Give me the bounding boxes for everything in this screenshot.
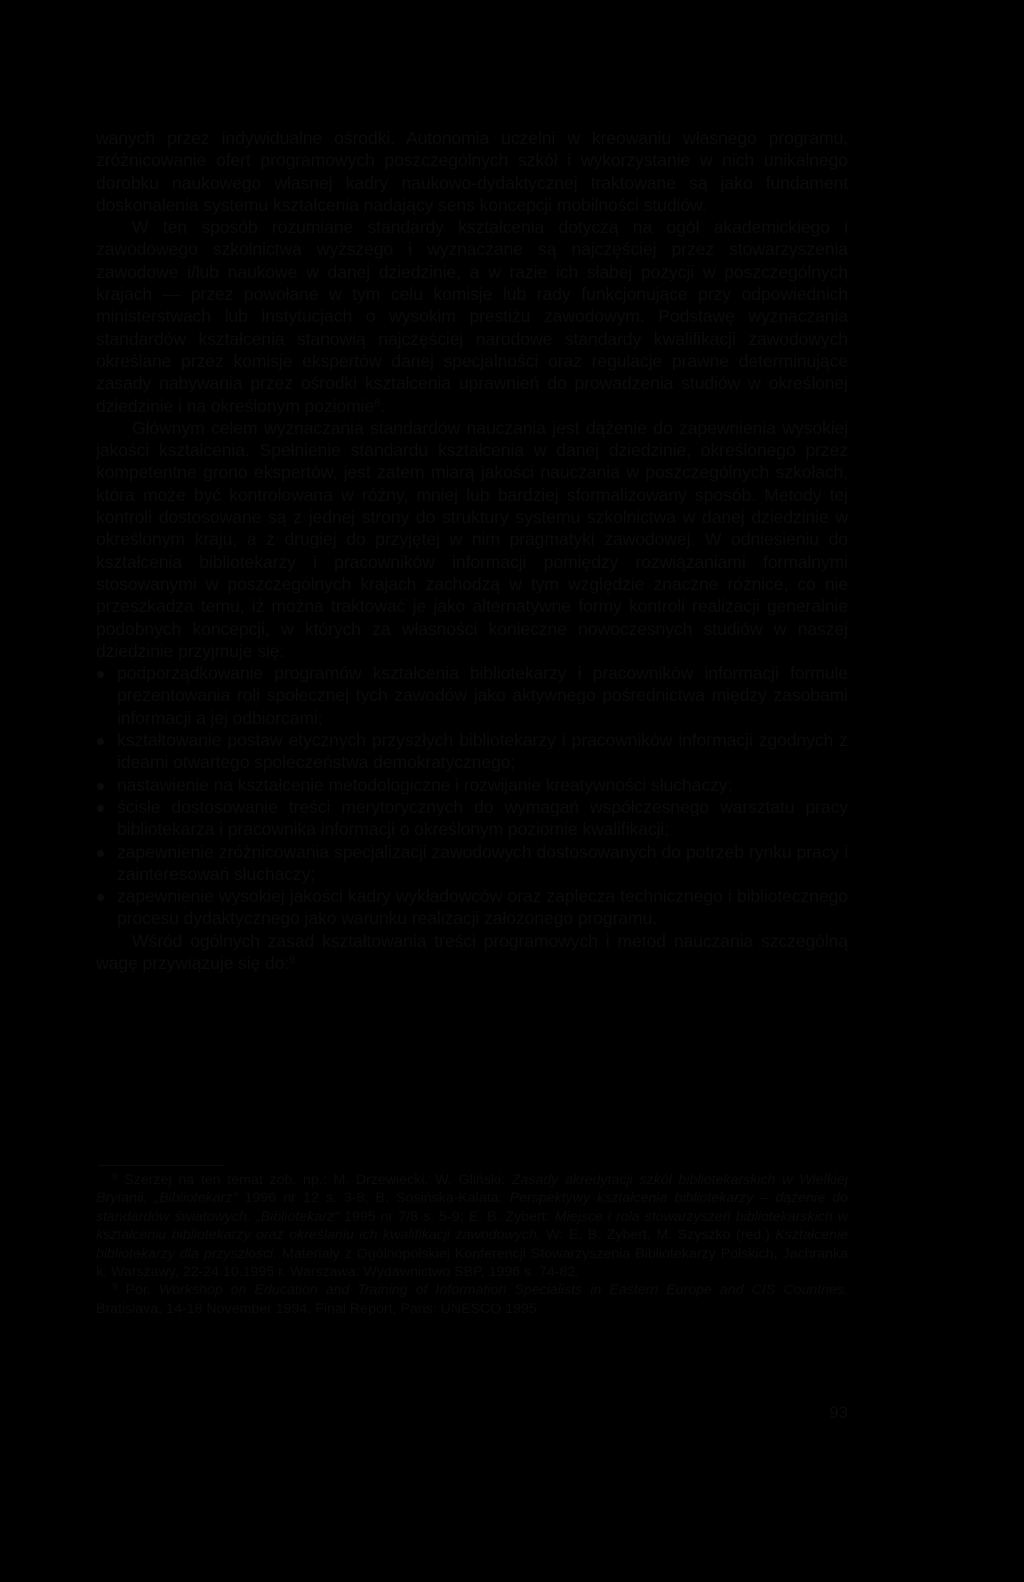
footnote-8-text: Szerzej na ten temat zob. np.: M. Drzewiecki, W. Gliński: [124, 1172, 512, 1188]
paragraph-2-text: W ten sposób rozumiane standardy kształcenia dotyczą na ogół akademickiego i zawodowego szkolnictwa wyższego i wyznaczane są najczęściej przez stowarzyszenia zawodowe i/lub naukowe w danej dziedzinie, a w razie ich słabej pozycji w poszczególnych krajach — przez powołane w tym celu komisje lub rady funkcjonujące przy odpowiednich ministerstwach lub instytucjach o wysokim prestiżu zawodowym. Podstawę wyznaczania standardów kształcenia stanowią najczęściej narodowe standardy kwalifikacji zawodowych określane przez komisje ekspertów danej specjalności oraz regulacje prawne determinujące zasady nabywania przez ośrodki kształcenia uprawnień do prowadzenia studiów w określonej dziedzinie i na określonym poziomie [96, 217, 848, 416]
footnote-8-text: Materiały z Ogólnopolskiej Konferencji Stowarzyszenia Bibliotekarzy Polskich, Jachranka k. Warszawy, 22-24.10.1995 r. Warszawa: Wydawnictwo SBP, 1996 s. 74-82. [96, 1245, 848, 1281]
bullet-icon [97, 894, 104, 901]
bullet-list [96, 662, 848, 930]
bullet-icon [97, 738, 104, 745]
bullet-item [96, 729, 848, 774]
page-number: 93 [829, 1403, 848, 1422]
bullet-text: podporządkowanie programów kształcenia bibliotekarzy i pracowników informacji formule prezentowania roli społecznej tych zawodów jako aktywnego pośrednictwa między zasobami informacji a jej odbiorcami; [117, 663, 848, 728]
footnote-9 [96, 1281, 848, 1318]
footnote-9-text: Por. [125, 1282, 159, 1299]
paragraph-2-end: . [380, 395, 385, 416]
footnote-9-mark: 9 [112, 1282, 118, 1294]
paragraph-4 [96, 930, 848, 975]
bullet-item [96, 841, 848, 886]
footnote-ref-8: 8 [374, 396, 381, 409]
footnote-8-title: Kształcenie bibliotekarzy dla przyszłości. [96, 1227, 848, 1262]
body-text [96, 127, 848, 974]
footnotes [96, 1171, 848, 1318]
paragraph-2 [96, 216, 848, 417]
bullet-text: kształtowanie postaw etycznych przyszłych bibliotekarzy i pracowników informacji zgodnych z ideami otwartego społeczeństwa demokratycznego; [117, 730, 848, 773]
footnote-8-mark: 8 [112, 1172, 118, 1183]
footnote-8-title: Zasady akredytacji szkół bibliotekarskich w Wielkiej Brytanii. „Bibliotekarz" [96, 1172, 848, 1207]
bullet-text: zapewnienie wysokiej jakości kadry wykładowców oraz zaplecza technicznego i bibliotecznego procesu dydaktycznego jako warunku realizacji założonego programu. [117, 886, 848, 929]
bullet-icon [97, 783, 104, 790]
footnote-9-text: Bratislava, 14-18 November 1994. Final Report, Paris: UNESCO 1995. [96, 1300, 541, 1317]
bullet-item [96, 796, 848, 841]
footnote-8-title: Miejsce i rola stowarzyszeń bibliotekarskich w kształceniu bibliotekarzy oraz określaniu ich kwalifikacji zawodowych. [96, 1208, 848, 1244]
footnote-divider [98, 1165, 224, 1166]
bullet-item [96, 774, 848, 796]
footnote-8-title: Perspektywy kształcenia bibliotekarzy – dążenie do standardów światowych. „Bibliotekarz" [96, 1190, 848, 1225]
footnote-8-text: 1995 nr 7/8 s. 5-9; E. B. Zybert: [339, 1208, 555, 1225]
paragraph-4-text: Wśród ogólnych zasad kształtowania treści programowych i metod nauczania szczególną wagę przywiązuje się do: [96, 930, 848, 973]
bullet-item [96, 885, 848, 930]
bullet-icon [97, 805, 104, 812]
footnote-ref-9: 9 [289, 953, 296, 966]
paragraph-3: Głównym celem wyznaczania standardów nauczania jest dążenie do zapewnienia wysokiej jakości kształcenia. Spełnienie standardu kształcenia w danej dziedzinie, określonego przez kompetentne grono ekspertów, jest zatem miarą jakości nauczania w poszczególnych szkołach, która może być kontrolowana w różny, mniej lub bardziej sformalizowany sposób. Metody tej kontroli dostosowane są z jednej strony do struktury systemu szkolnictwa w danej dziedzinie w określonym kraju, a z drugiej do przyjętej w nim pragmatyki zawodowej. W odniesieniu do kształcenia bibliotekarzy i pracowników informacji pomiędzy rozwiązaniami formalnymi stosowanymi w poszczególnych krajach zachodzą w tym względzie znaczne różnice, co nie przeszkadza temu, iż można traktować je jako alternatywne formy kontroli realizacji generalnie podobnych koncepcji, w których za własności konieczne nowoczesnych studiów w naszej dziedzinie przyjmuje się: [96, 417, 848, 661]
bullet-item [96, 662, 848, 729]
bullet-text: nastawienie na kształcenie metodologiczne i rozwijanie kreatywności słuchaczy; [117, 774, 733, 795]
footnote-8 [96, 1171, 848, 1281]
bullet-text: ścisłe dostosowanie treści merytorycznych do wymagań współczesnego warsztatu pracy bibliotekarza i pracownika informacji o określonym poziomie kwalifikacji; [117, 796, 848, 840]
paragraph-1: wanych przez indywidualne ośrodki. Autonomia uczelni w kreowaniu własnego programu, zróżnicowanie ofert programowych poszczególnych szkół i wykorzystanie w nich unikalnego dorobku naukowego własnej kadry naukowo-dydaktycznej traktowane są jako fundament doskonalenia systemu kształcenia nadający sens koncepcji mobilności studiów. [96, 128, 848, 215]
footnote-8-text: W: E. B. Zybert, M. Szyszko (red.) [540, 1227, 776, 1244]
bullet-icon [97, 671, 104, 678]
footnote-9-title: Workshop on Education and Training of Information Specialists in Eastern Europe and CIS Countries. [158, 1282, 848, 1299]
bullet-text: zapewnienie zróżnicowania specjalizacji zawodowych dostosowanych do potrzeb rynku pracy i zainteresowań słuchaczy; [117, 841, 848, 884]
footnote-8-text: 1996 nr 12 s. 3-8; B. Sosińska-Kalata: [237, 1190, 510, 1207]
bullet-icon [97, 850, 104, 857]
